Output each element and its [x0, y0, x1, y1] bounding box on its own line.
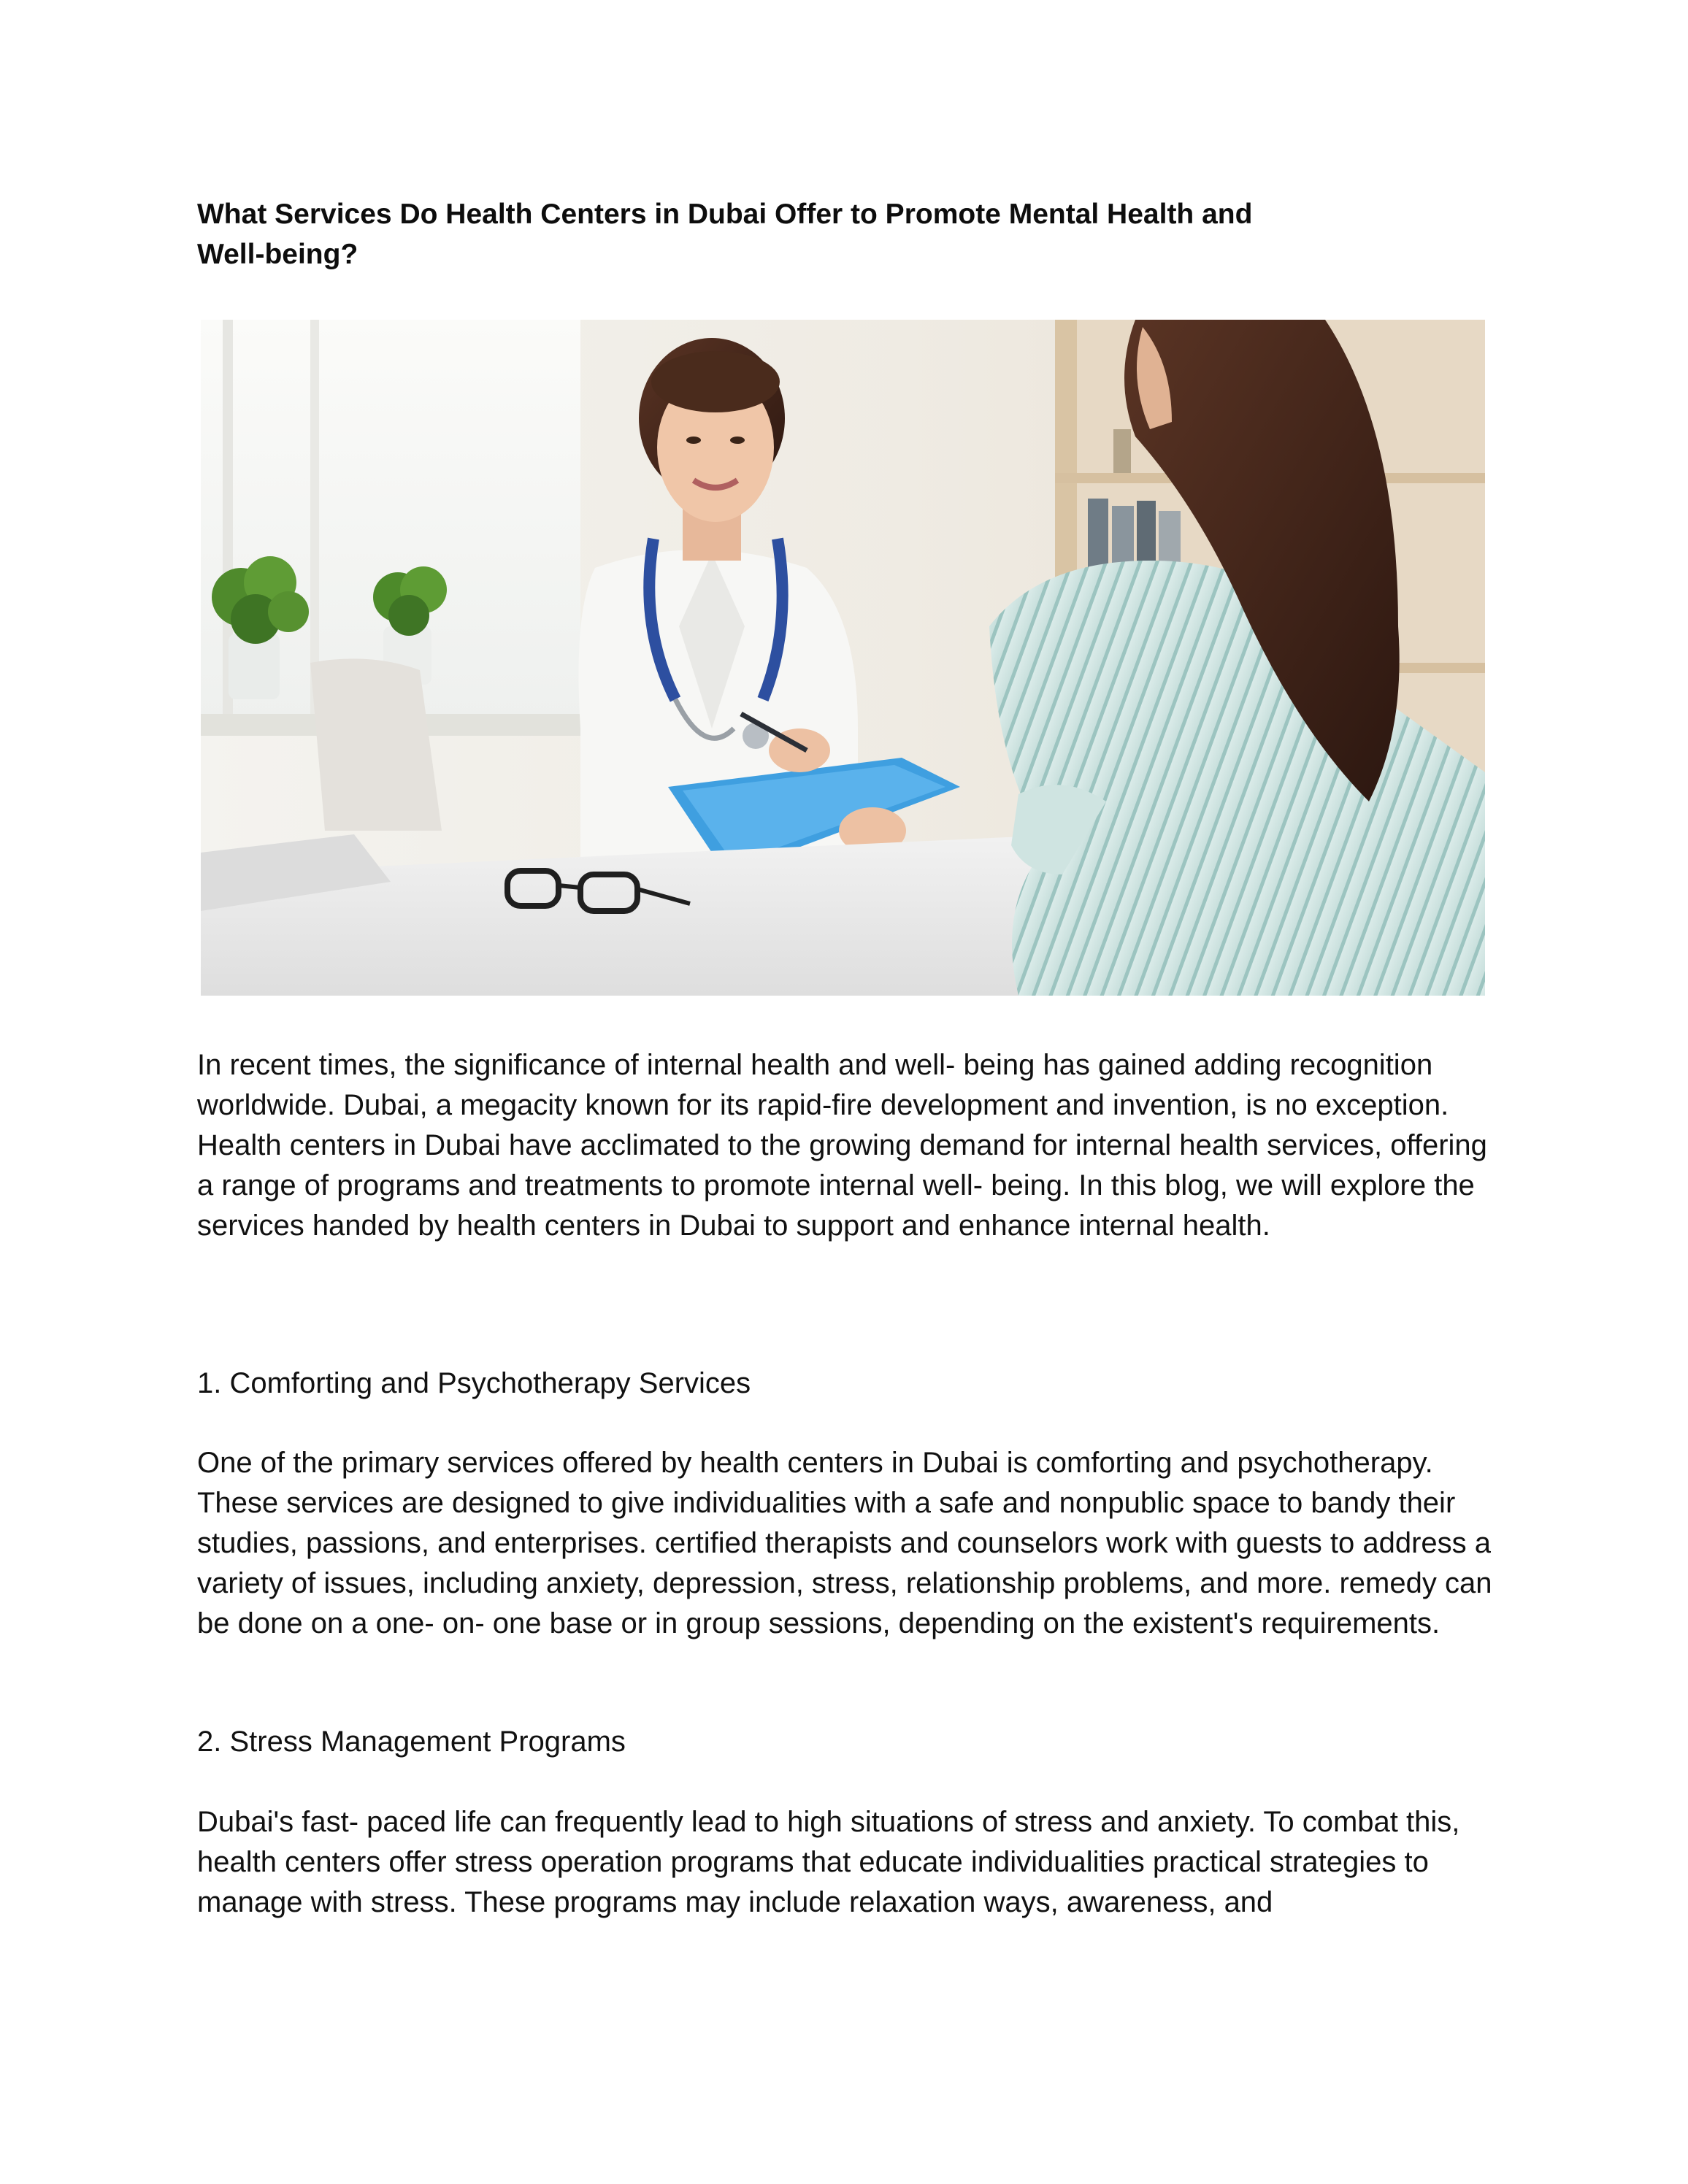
section-heading-2: 2. Stress Management Programs — [197, 1726, 626, 1758]
section-body-1: One of the primary services offered by health centers in Dubai is comforting and psychotherapy. These services are designed to give individualities with a safe and nonpublic space to bandy their studies, passions, and enterprises. certified therapists and counselors work with guests to address a variety of issues, including anxiety, depression, stress, relationship problems, and more. remedy can be done on a one- on- one base or in group sessions, depending on the existent's requirements. — [197, 1447, 1492, 1639]
intro-paragraph: In recent times, the significance of internal health and well- being has gained adding recognition worldwide. Dubai, a megacity known for its rapid-fire development and invention, is no exception. Health centers in Dubai have acclimated to the growing demand for internal health services, offering a range of programs and treatments to promote internal well- being. In this blog, we will explore the services handed by health centers in Dubai to support and enhance internal health. — [197, 1049, 1487, 1242]
section-body-2: Dubai's fast- paced life can frequently lead to high situations of stress and anxiety. To combat this, health centers offer stress operation programs that educate individualities practical strategies to manage with stress. These programs may include relaxation ways, awareness, and — [197, 1806, 1460, 1918]
title-line-2: Well-being? — [197, 239, 358, 270]
doctor-consultation-illustration — [201, 320, 1485, 996]
page-title — [197, 194, 1365, 274]
section-heading-1: 1. Comforting and Psychotherapy Services — [197, 1367, 751, 1399]
hero-photo-doctor-consultation — [201, 320, 1485, 996]
title-line-1: What Services Do Health Centers in Dubai Offer to Promote Mental Health and — [197, 199, 1253, 230]
